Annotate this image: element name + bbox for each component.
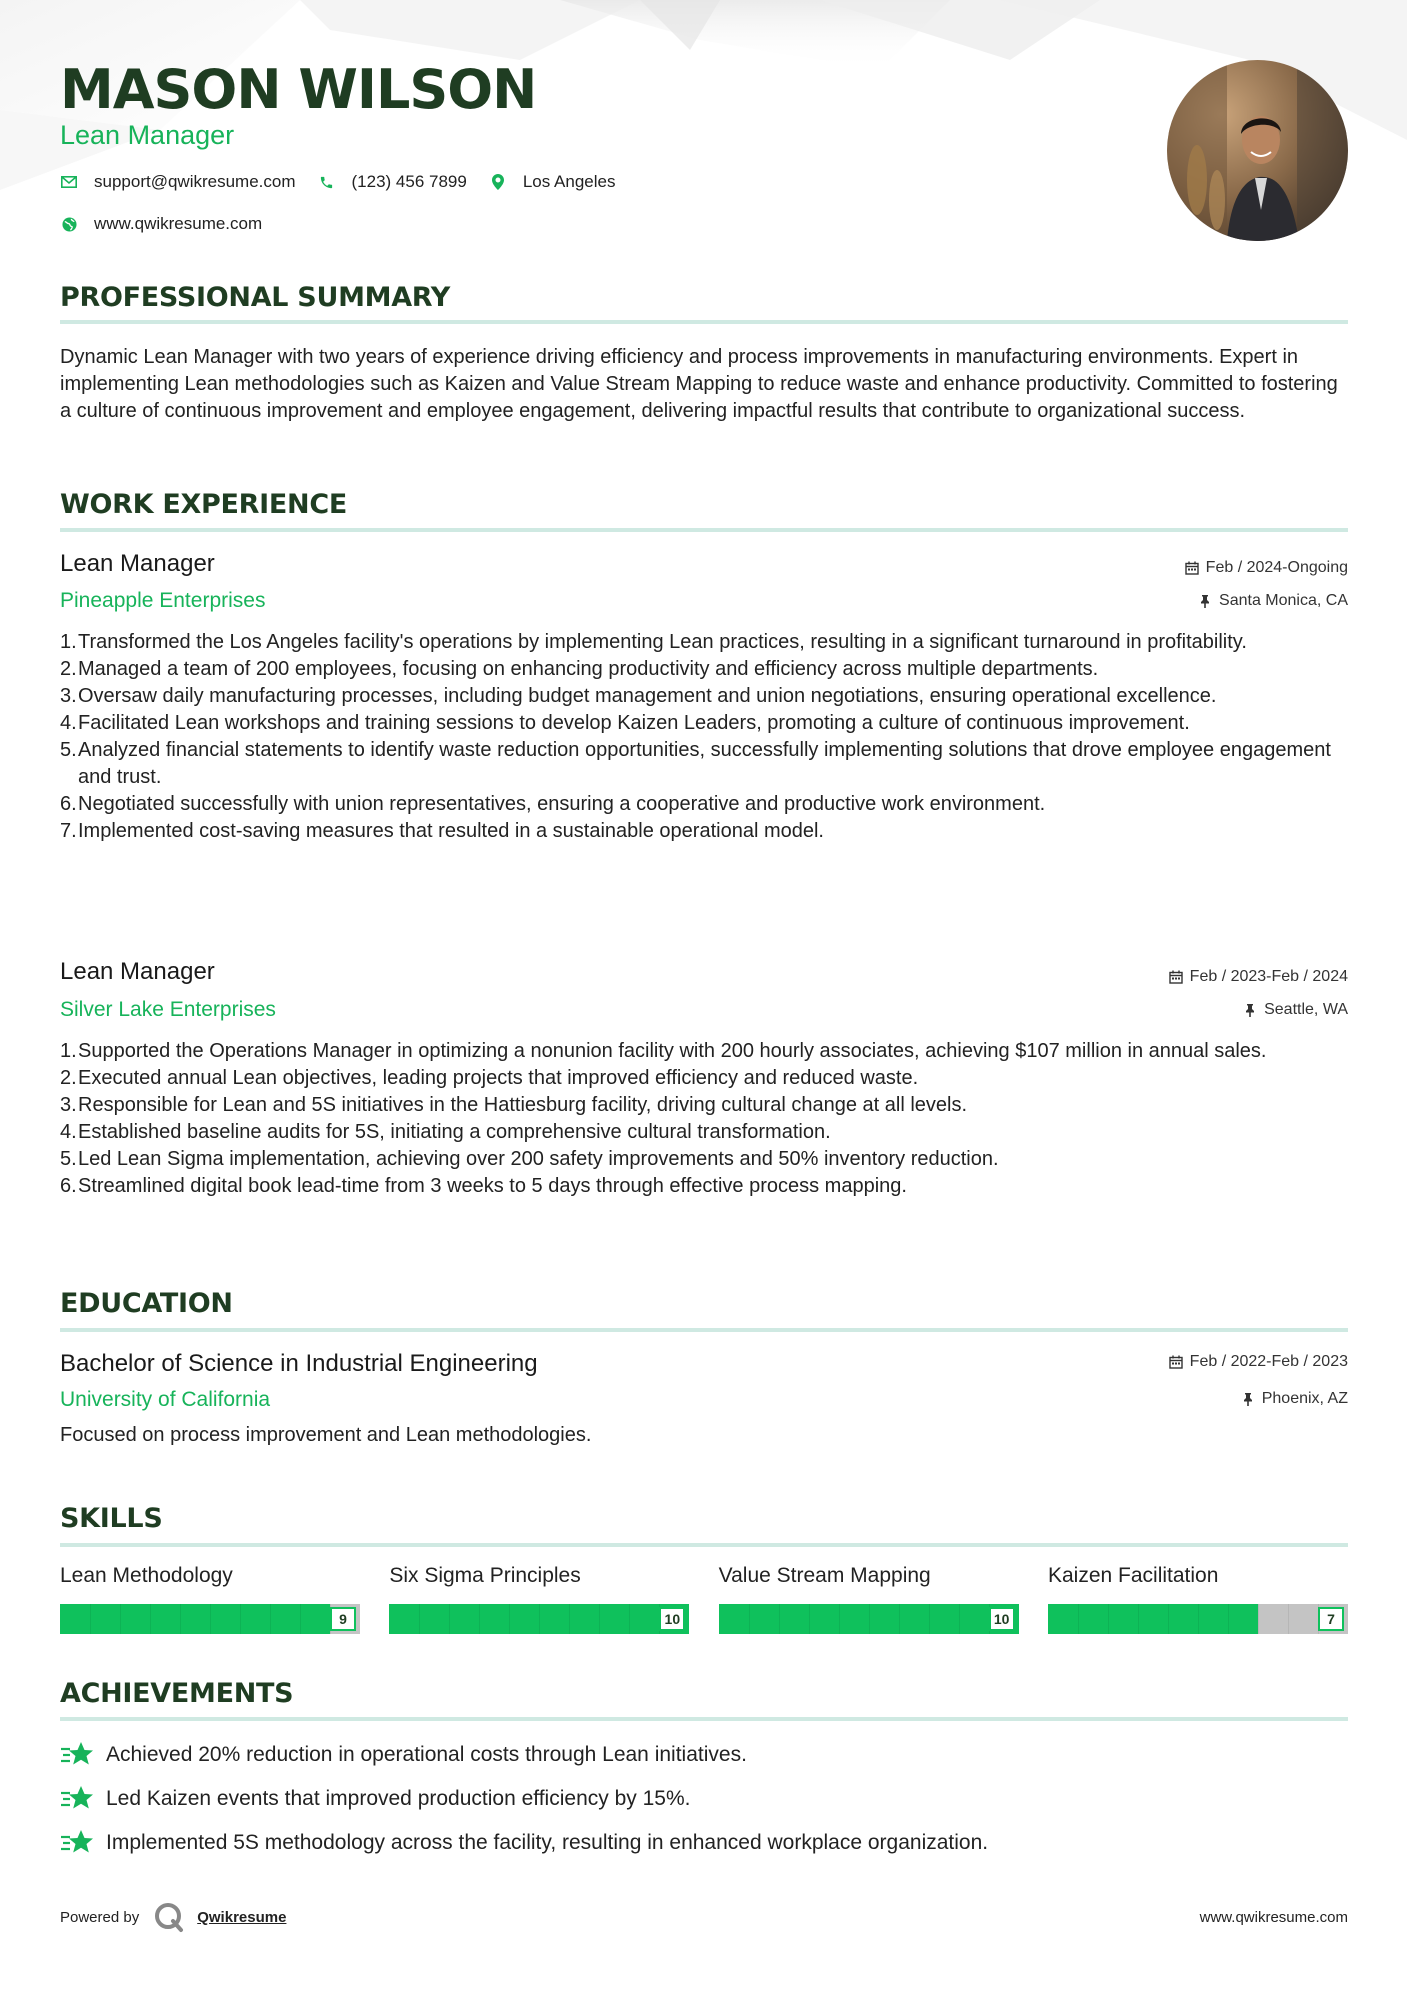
job-dates-text: Feb / 2023-Feb / 2024 xyxy=(1189,968,1348,985)
section-title-education: EDUCATION xyxy=(60,1288,233,1319)
section-title-summary: PROFESSIONAL SUMMARY xyxy=(60,282,451,313)
responsibility-item xyxy=(60,683,1348,710)
responsibility-item xyxy=(60,710,1348,737)
section-divider xyxy=(60,320,1348,324)
responsibility-text: Led Lean Sigma implementation, achieving over 200 safety improvements and 50% inventory reduction. xyxy=(78,1148,999,1170)
skill-segment-divider xyxy=(1228,1604,1229,1634)
section-title-achievements: ACHIEVEMENTS xyxy=(60,1678,294,1709)
phone-text: (123) 456 7899 xyxy=(351,172,467,191)
email-item[interactable] xyxy=(60,172,296,192)
calendar-icon xyxy=(1168,969,1184,985)
skill-segment-divider xyxy=(270,1604,271,1634)
job-responsibilities xyxy=(60,629,1348,845)
job-location-text: Seattle, WA xyxy=(1264,1001,1348,1018)
responsibility-text: Executed annual Lean objectives, leading projects that improved efficiency and reduced waste. xyxy=(78,1067,919,1089)
calendar-icon xyxy=(1184,560,1200,576)
item-number: 4. xyxy=(60,1121,77,1143)
responsibility-text: Transformed the Los Angeles facility's operations by implementing Lean practices, resulting in a significant turnaround in profitability. xyxy=(78,631,1247,653)
website-text: www.qwikresume.com xyxy=(94,214,263,233)
globe-icon xyxy=(60,215,78,233)
responsibility-item xyxy=(60,656,1348,683)
star-icon xyxy=(60,1784,94,1814)
item-number: 5. xyxy=(60,739,77,761)
skill-level-bar xyxy=(60,1604,360,1634)
skill-item xyxy=(60,1564,360,1634)
skill-segment-divider xyxy=(539,1604,540,1634)
skill-name: Value Stream Mapping xyxy=(718,1564,931,1587)
skill-segment-divider xyxy=(749,1604,750,1634)
responsibility-item xyxy=(60,1146,1348,1173)
summary-text: Dynamic Lean Manager with two years of experience driving efficiency and process improvements in manufacturing environments. Expert in implementing Lean methodologies such as Kaizen and Value Stream Mapping to reduce waste and enhance productivity. Committed to fostering a culture of continuous improvement and employee engagement, delivering impactful results that contribute to organizational success. xyxy=(60,346,1338,422)
job-dates xyxy=(1184,559,1348,577)
achievement-text: Achieved 20% reduction in operational costs through Lean initiatives. xyxy=(106,1743,747,1766)
skill-segment-divider xyxy=(929,1604,930,1634)
pushpin-icon xyxy=(1197,593,1213,609)
skill-name: Lean Methodology xyxy=(60,1564,233,1587)
skill-level-fill xyxy=(60,1604,330,1634)
skill-segment-divider xyxy=(509,1604,510,1634)
achievement-text: Led Kaizen events that improved production efficiency by 15%. xyxy=(106,1787,691,1810)
skill-segment-divider xyxy=(240,1604,241,1634)
item-number: 4. xyxy=(60,712,77,734)
education-location-text: Phoenix, AZ xyxy=(1261,1390,1348,1407)
skill-segment-divider xyxy=(1198,1604,1199,1634)
map-pin-icon xyxy=(489,173,507,191)
job-location xyxy=(1242,1001,1348,1019)
responsibility-text: Analyzed financial statements to identify waste reduction opportunities, successfully implementing solutions that drove employee engagement and trust. xyxy=(78,739,1331,788)
responsibility-item xyxy=(60,1119,1348,1146)
item-number: 6. xyxy=(60,793,77,815)
skill-score: 9 xyxy=(330,1607,356,1631)
skill-segment-divider xyxy=(1258,1604,1259,1634)
powered-by-label: Powered by xyxy=(60,1908,140,1926)
skill-segment-divider xyxy=(839,1604,840,1634)
section-title-skills: SKILLS xyxy=(60,1503,163,1534)
responsibility-text: Implemented cost-saving measures that resulted in a sustainable operational model. xyxy=(78,820,824,842)
contact-row-primary xyxy=(60,172,637,192)
skill-segment-divider xyxy=(959,1604,960,1634)
achievement-item xyxy=(60,1784,1348,1814)
section-title-experience: WORK EXPERIENCE xyxy=(60,489,347,520)
skill-segment-divider xyxy=(90,1604,91,1634)
skill-item xyxy=(389,1564,689,1634)
responsibility-item xyxy=(60,791,1348,818)
skill-score: 7 xyxy=(1318,1607,1344,1631)
responsibility-text: Supported the Operations Manager in optimizing a nonunion facility with 200 hourly associates, achieving $107 million in annual sales. xyxy=(78,1040,1267,1062)
item-number: 3. xyxy=(60,1094,77,1116)
item-number: 1. xyxy=(60,1040,77,1062)
section-divider xyxy=(60,1328,1348,1332)
responsibility-item xyxy=(60,818,1348,845)
responsibility-item xyxy=(60,1173,1348,1200)
item-number: 2. xyxy=(60,658,77,680)
skill-segment-divider xyxy=(1288,1604,1289,1634)
responsibility-text: Oversaw daily manufacturing processes, including budget management and union negotiations, ensuring operational excellence. xyxy=(78,685,1217,707)
skill-segment-divider xyxy=(449,1604,450,1634)
skill-name: Six Sigma Principles xyxy=(389,1564,581,1587)
envelope-icon xyxy=(60,173,78,191)
company-name: Pineapple Enterprises xyxy=(60,589,266,612)
section-divider xyxy=(60,528,1348,532)
responsibility-text: Streamlined digital book lead-time from 3 weeks to 5 days through effective process mapping. xyxy=(78,1175,907,1197)
skill-segment-divider xyxy=(869,1604,870,1634)
skill-segment-divider xyxy=(120,1604,121,1634)
skill-segment-divider xyxy=(629,1604,630,1634)
skill-segment-divider xyxy=(1108,1604,1109,1634)
job-title: Lean Manager xyxy=(60,958,215,985)
skill-segment-divider xyxy=(1078,1604,1079,1634)
section-divider xyxy=(60,1543,1348,1547)
responsibility-text: Negotiated successfully with union representatives, ensuring a cooperative and productive work environment. xyxy=(78,793,1046,815)
candidate-title: Lean Manager xyxy=(60,120,235,150)
skill-level-bar xyxy=(389,1604,689,1634)
skill-segment-divider xyxy=(300,1604,301,1634)
phone-icon xyxy=(318,173,336,191)
footer-website-link[interactable]: www.qwikresume.com xyxy=(1199,1908,1348,1926)
skill-score: 10 xyxy=(659,1607,685,1631)
skill-segment-divider xyxy=(419,1604,420,1634)
responsibility-item xyxy=(60,629,1348,656)
skill-segment-divider xyxy=(779,1604,780,1634)
job-location xyxy=(1197,592,1348,610)
job-dates xyxy=(1168,968,1348,986)
section-divider xyxy=(60,1717,1348,1721)
responsibility-text: Responsible for Lean and 5S initiatives in the Hattiesburg facility, driving cultural change at all levels. xyxy=(78,1094,968,1116)
responsibility-text: Established baseline audits for 5S, initiating a comprehensive cultural transformation. xyxy=(78,1121,831,1143)
skill-segment-divider xyxy=(809,1604,810,1634)
star-icon xyxy=(60,1740,94,1770)
responsibility-item xyxy=(60,1092,1348,1119)
responsibility-text: Managed a team of 200 employees, focusing on enhancing productivity and efficiency across multiple departments. xyxy=(78,658,1099,680)
skill-segment-divider xyxy=(899,1604,900,1634)
skill-level-bar xyxy=(1048,1604,1348,1634)
achievement-text: Implemented 5S methodology across the facility, resulting in enhanced workplace organization. xyxy=(106,1831,989,1854)
skill-level-bar xyxy=(719,1604,1019,1634)
qwikresume-logo-icon xyxy=(153,1901,185,1933)
company-name: Silver Lake Enterprises xyxy=(60,998,276,1021)
skill-level-fill xyxy=(1048,1604,1258,1634)
school-name: University of California xyxy=(60,1388,271,1411)
achievements-list xyxy=(60,1740,1348,1872)
location-item xyxy=(489,172,616,192)
item-number: 2. xyxy=(60,1067,77,1089)
skill-item xyxy=(1048,1564,1348,1634)
skill-segment-divider xyxy=(599,1604,600,1634)
brand-link[interactable]: Qwikresume xyxy=(197,1908,287,1926)
education-location xyxy=(1240,1390,1348,1408)
candidate-name: MASON WILSON xyxy=(60,58,537,121)
skill-segment-divider xyxy=(180,1604,181,1634)
phone-item[interactable] xyxy=(318,172,467,192)
skill-segment-divider xyxy=(569,1604,570,1634)
responsibility-item xyxy=(60,1065,1348,1092)
footer xyxy=(60,1900,1348,1934)
job-location-text: Santa Monica, CA xyxy=(1219,592,1348,609)
job-title: Lean Manager xyxy=(60,550,215,577)
item-number: 3. xyxy=(60,685,77,707)
item-number: 6. xyxy=(60,1175,77,1197)
education-dates xyxy=(1168,1353,1348,1371)
website-item[interactable] xyxy=(60,214,262,234)
responsibility-item xyxy=(60,737,1348,791)
pushpin-icon xyxy=(1240,1391,1256,1407)
skill-segment-divider xyxy=(1168,1604,1169,1634)
item-number: 5. xyxy=(60,1148,77,1170)
job-responsibilities xyxy=(60,1038,1348,1200)
responsibility-item xyxy=(60,1038,1348,1065)
location-text: Los Angeles xyxy=(522,172,616,191)
skill-item xyxy=(719,1564,1019,1634)
education-dates-text: Feb / 2022-Feb / 2023 xyxy=(1189,1353,1348,1370)
education-description: Focused on process improvement and Lean methodologies. xyxy=(60,1424,592,1446)
email-text: support@qwikresume.com xyxy=(94,172,296,191)
item-number: 1. xyxy=(60,631,77,653)
star-icon xyxy=(60,1828,94,1858)
calendar-icon xyxy=(1168,1354,1184,1370)
job-dates-text: Feb / 2024-Ongoing xyxy=(1205,559,1348,576)
skill-score: 10 xyxy=(989,1607,1015,1631)
responsibility-text: Facilitated Lean workshops and training sessions to develop Kaizen Leaders, promoting a culture of continuous improvement. xyxy=(78,712,1190,734)
achievement-item xyxy=(60,1740,1348,1770)
skill-name: Kaizen Facilitation xyxy=(1047,1564,1219,1587)
contact-row-secondary xyxy=(60,214,284,234)
skill-segment-divider xyxy=(150,1604,151,1634)
skill-segment-divider xyxy=(479,1604,480,1634)
footer-branding xyxy=(60,1901,286,1933)
skill-segment-divider xyxy=(210,1604,211,1634)
profile-photo xyxy=(1167,60,1348,241)
achievement-item xyxy=(60,1828,1348,1858)
item-number: 7. xyxy=(60,820,77,842)
skill-segment-divider xyxy=(1138,1604,1139,1634)
pushpin-icon xyxy=(1242,1002,1258,1018)
degree-title: Bachelor of Science in Industrial Engineering xyxy=(60,1350,538,1377)
skills-list xyxy=(60,1564,1348,1634)
